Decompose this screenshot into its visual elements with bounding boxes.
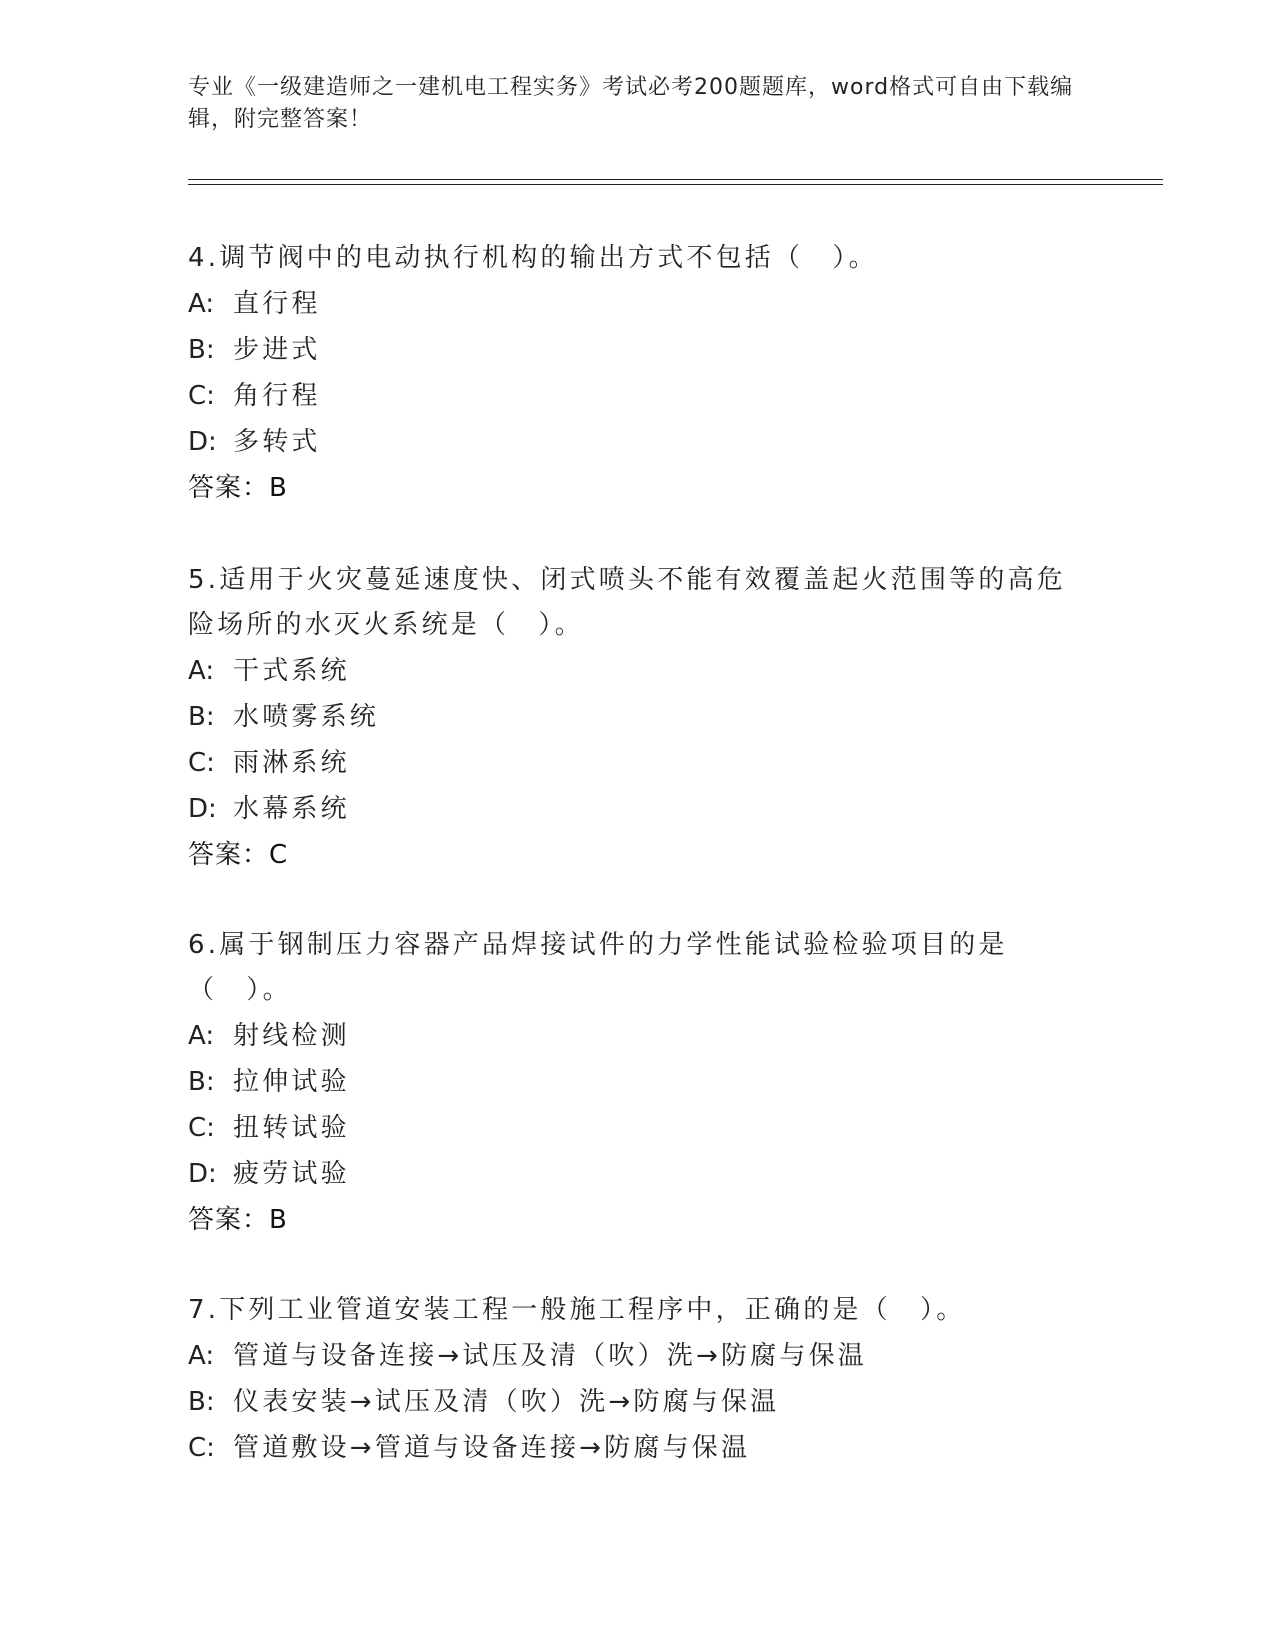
- option-key: A:: [188, 656, 215, 686]
- option-a: [188, 1333, 1088, 1379]
- option-text: 步进式: [233, 335, 321, 365]
- option-a: [188, 1013, 1088, 1059]
- option-text: 疲劳试验: [233, 1159, 350, 1189]
- option-key: C:: [188, 1113, 215, 1143]
- answer-line: 答案：B: [188, 473, 288, 503]
- option-key: C:: [188, 381, 215, 411]
- option-b: [188, 694, 1088, 740]
- option-text: 水喷雾系统: [233, 702, 380, 732]
- option-key: B:: [188, 1067, 215, 1097]
- option-c: [188, 373, 1088, 419]
- question-stem: 5.适用于火灾蔓延速度快、闭式喷头不能有效覆盖起火范围等的高危险场所的水灭火系统是（ ）。: [188, 565, 1067, 640]
- option-text: 扭转试验: [233, 1113, 350, 1143]
- document-header: 专业《一级建造师之一建机电工程实务》考试必考200题题库，word格式可自由下载编辑，附完整答案！: [188, 75, 1074, 132]
- option-key: D:: [188, 427, 217, 457]
- option-key: B:: [188, 1387, 215, 1417]
- option-text: 拉伸试验: [233, 1067, 350, 1097]
- option-b: [188, 1059, 1088, 1105]
- question-stem: 4.调节阀中的电动执行机构的输出方式不包括（ ）。: [188, 243, 878, 273]
- option-c: [188, 740, 1088, 786]
- option-text: 射线检测: [233, 1021, 350, 1051]
- answer-line: 答案：C: [188, 840, 289, 870]
- option-key: D:: [188, 1159, 217, 1189]
- option-key: D:: [188, 794, 217, 824]
- option-text: 直行程: [233, 289, 321, 319]
- question-5: [188, 558, 1088, 878]
- option-b: [188, 1379, 1088, 1425]
- answer-line: 答案：B: [188, 1205, 288, 1235]
- question-stem: 6.属于钢制压力容器产品焊接试件的力学性能试验检验项目的是（ ）。: [188, 930, 1008, 1005]
- option-a: [188, 281, 1088, 327]
- option-d: [188, 419, 1088, 465]
- option-a: [188, 648, 1088, 694]
- option-text: 多转式: [233, 427, 321, 457]
- option-key: A:: [188, 1341, 215, 1371]
- option-text: 雨淋系统: [233, 748, 350, 778]
- option-text: 干式系统: [233, 656, 350, 686]
- question-stem: 7.下列工业管道安装工程一般施工程序中，正确的是（ ）。: [188, 1295, 966, 1325]
- question-6: [188, 923, 1088, 1243]
- option-c: [188, 1105, 1088, 1151]
- option-key: B:: [188, 702, 215, 732]
- header-divider-top: [188, 179, 1163, 180]
- option-key: C:: [188, 748, 215, 778]
- header-divider-bottom: [188, 184, 1163, 185]
- option-key: A:: [188, 289, 215, 319]
- question-7: [188, 1288, 1088, 1471]
- option-d: [188, 786, 1088, 832]
- option-text: 仪表安装→试压及清（吹）洗→防腐与保温: [233, 1387, 780, 1417]
- option-key: B:: [188, 335, 215, 365]
- option-c: [188, 1425, 1088, 1471]
- option-text: 管道与设备连接→试压及清（吹）洗→防腐与保温: [233, 1341, 867, 1371]
- option-b: [188, 327, 1088, 373]
- option-text: 管道敷设→管道与设备连接→防腐与保温: [233, 1433, 751, 1463]
- question-4: [188, 236, 1088, 511]
- option-key: A:: [188, 1021, 215, 1051]
- option-d: [188, 1151, 1088, 1197]
- option-key: C:: [188, 1433, 215, 1463]
- option-text: 角行程: [233, 381, 321, 411]
- option-text: 水幕系统: [233, 794, 350, 824]
